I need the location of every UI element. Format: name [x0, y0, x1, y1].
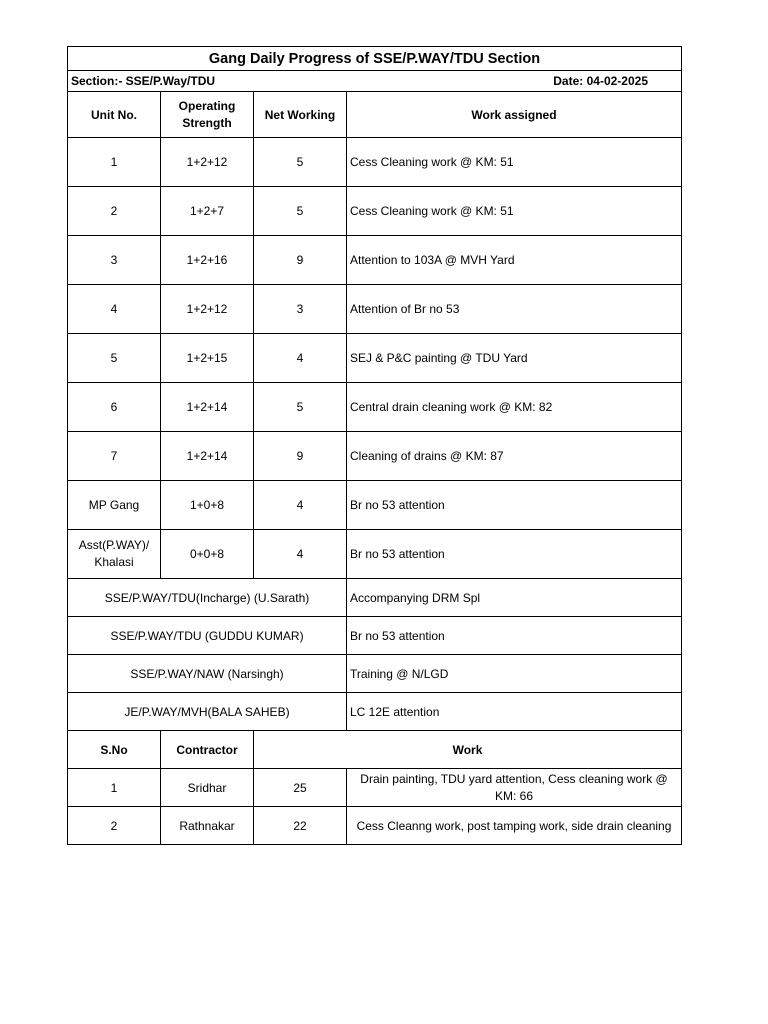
- unit-no: Asst(P.WAY)/ Khalasi: [68, 530, 161, 579]
- contractor-row: [68, 807, 682, 845]
- table-row: [68, 285, 682, 334]
- unit-no: 2: [68, 187, 161, 236]
- net-working: 4: [254, 530, 347, 579]
- table-row: [68, 383, 682, 432]
- operating-strength: 1+0+8: [161, 481, 254, 530]
- operating-strength: 1+2+12: [161, 138, 254, 187]
- section-date-row: [68, 71, 682, 92]
- operating-strength: 1+2+12: [161, 285, 254, 334]
- operating-strength: 1+2+14: [161, 432, 254, 481]
- sheet-title: Gang Daily Progress of SSE/P.WAY/TDU Section: [68, 47, 682, 71]
- net-working: 4: [254, 334, 347, 383]
- supervisor-row: [68, 617, 682, 655]
- supervisor-work: Br no 53 attention: [347, 617, 682, 655]
- supervisor-work: Accompanying DRM Spl: [347, 579, 682, 617]
- progress-table: [67, 46, 682, 845]
- work-assigned: Central drain cleaning work @ KM: 82: [347, 383, 682, 432]
- unit-no: 3: [68, 236, 161, 285]
- operating-strength: 0+0+8: [161, 530, 254, 579]
- work-assigned: Cess Cleaning work @ KM: 51: [347, 138, 682, 187]
- contractor-header-row: [68, 731, 682, 769]
- contractor-count: 22: [254, 807, 347, 845]
- work-assigned: Cleaning of drains @ KM: 87: [347, 432, 682, 481]
- supervisor-work: Training @ N/LGD: [347, 655, 682, 693]
- work-assigned: SEJ & P&C painting @ TDU Yard: [347, 334, 682, 383]
- operating-strength: 1+2+16: [161, 236, 254, 285]
- work-assigned: Br no 53 attention: [347, 481, 682, 530]
- work-assigned: Br no 53 attention: [347, 530, 682, 579]
- header-contractor: Contractor: [161, 731, 254, 769]
- supervisor-name: JE/P.WAY/MVH(BALA SAHEB): [68, 693, 347, 731]
- table-row: [68, 481, 682, 530]
- table-row: [68, 334, 682, 383]
- supervisor-name: SSE/P.WAY/TDU(Incharge) (U.Sarath): [68, 579, 347, 617]
- contractor-work: Cess Cleanng work, post tamping work, side drain cleaning: [347, 807, 682, 845]
- work-assigned: Attention of Br no 53: [347, 285, 682, 334]
- date-label: Date: 04-02-2025: [553, 74, 648, 88]
- unit-no: 6: [68, 383, 161, 432]
- table-row: [68, 187, 682, 236]
- table-row: [68, 236, 682, 285]
- net-working: 9: [254, 236, 347, 285]
- operating-strength: 1+2+14: [161, 383, 254, 432]
- unit-no: 1: [68, 138, 161, 187]
- net-working: 5: [254, 383, 347, 432]
- supervisor-name: SSE/P.WAY/NAW (Narsingh): [68, 655, 347, 693]
- contractor-sno: 1: [68, 769, 161, 807]
- supervisor-work: LC 12E attention: [347, 693, 682, 731]
- net-working: 5: [254, 187, 347, 236]
- supervisor-row: [68, 579, 682, 617]
- section-label: Section:- SSE/P.Way/TDU: [71, 74, 216, 88]
- net-working: 4: [254, 481, 347, 530]
- unit-no: 7: [68, 432, 161, 481]
- work-assigned: Attention to 103A @ MVH Yard: [347, 236, 682, 285]
- header-operating-strength: Operating Strength: [161, 92, 254, 138]
- unit-no: 4: [68, 285, 161, 334]
- header-sno: S.No: [68, 731, 161, 769]
- supervisor-row: [68, 693, 682, 731]
- net-working: 5: [254, 138, 347, 187]
- supervisor-name: SSE/P.WAY/TDU (GUDDU KUMAR): [68, 617, 347, 655]
- net-working: 9: [254, 432, 347, 481]
- unit-no: MP Gang: [68, 481, 161, 530]
- contractor-row: [68, 769, 682, 807]
- work-assigned: Cess Cleaning work @ KM: 51: [347, 187, 682, 236]
- operating-strength: 1+2+15: [161, 334, 254, 383]
- table-row: [68, 138, 682, 187]
- header-work: Work: [254, 731, 682, 769]
- table-row: [68, 432, 682, 481]
- contractor-count: 25: [254, 769, 347, 807]
- unit-no: 5: [68, 334, 161, 383]
- contractor-sno: 2: [68, 807, 161, 845]
- supervisor-row: [68, 655, 682, 693]
- contractor-name: Sridhar: [161, 769, 254, 807]
- operating-strength: 1+2+7: [161, 187, 254, 236]
- header-unit-no: Unit No.: [68, 92, 161, 138]
- header-work-assigned: Work assigned: [347, 92, 682, 138]
- header-net-working: Net Working: [254, 92, 347, 138]
- contractor-name: Rathnakar: [161, 807, 254, 845]
- contractor-work: Drain painting, TDU yard attention, Cess cleaning work @ KM: 66: [347, 769, 682, 807]
- table-row: [68, 530, 682, 579]
- net-working: 3: [254, 285, 347, 334]
